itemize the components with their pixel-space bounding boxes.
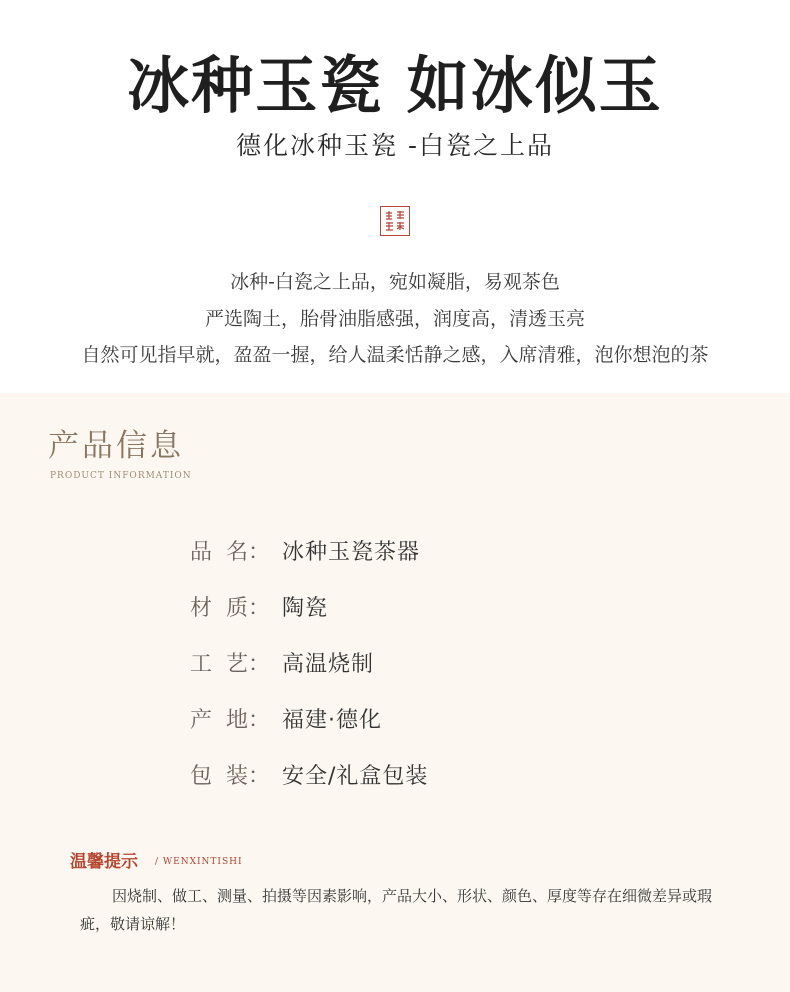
description-line-3: 自然可见指早就，盈盈一握，给人温柔恬静之感，入席清雅，泡你想泡的茶 <box>81 344 709 366</box>
info-label: 品 名： <box>190 540 270 565</box>
info-row-name <box>190 538 420 568</box>
description-line-2: 严选陶土，胎骨油脂感强，润度高，清透玉亮 <box>204 308 585 330</box>
page-subtitle: 德化冰种玉瓷 -白瓷之上品 <box>236 131 554 160</box>
info-value: 陶瓷 <box>282 596 329 621</box>
tip-title: 温馨提示 <box>70 852 138 872</box>
info-label: 包 装： <box>190 764 270 789</box>
info-value: 福建·德化 <box>282 708 382 733</box>
info-row-craft <box>190 650 374 680</box>
info-row-origin <box>190 706 382 736</box>
info-label: 工 艺： <box>190 652 270 677</box>
tip-subtitle: / WENXINTISHI <box>155 857 243 867</box>
info-row-material <box>190 594 328 624</box>
description-line-1: 冰种-白瓷之上品，宛如凝脂，易观茶色 <box>230 271 560 293</box>
info-value: 安全/礼盒包装 <box>282 764 429 789</box>
info-label: 材 质： <box>190 596 270 621</box>
info-value: 冰种玉瓷茶器 <box>282 540 421 565</box>
section-title: 产品信息 <box>48 428 184 464</box>
section-subtitle: PRODUCT INFORMATION <box>50 471 192 481</box>
info-value: 高温烧制 <box>282 652 375 677</box>
page-title: 冰种玉瓷 如冰似玉 <box>127 49 663 122</box>
seal-stamp-icon <box>380 206 410 236</box>
tip-text: 因烧制、做工、测量、拍摄等因素影响，产品大小、形状、颜色、厚度等存在细微差异或瑕疵，敬请谅解！ <box>80 887 713 933</box>
info-label: 产 地： <box>190 708 270 733</box>
info-row-packaging <box>190 762 428 792</box>
